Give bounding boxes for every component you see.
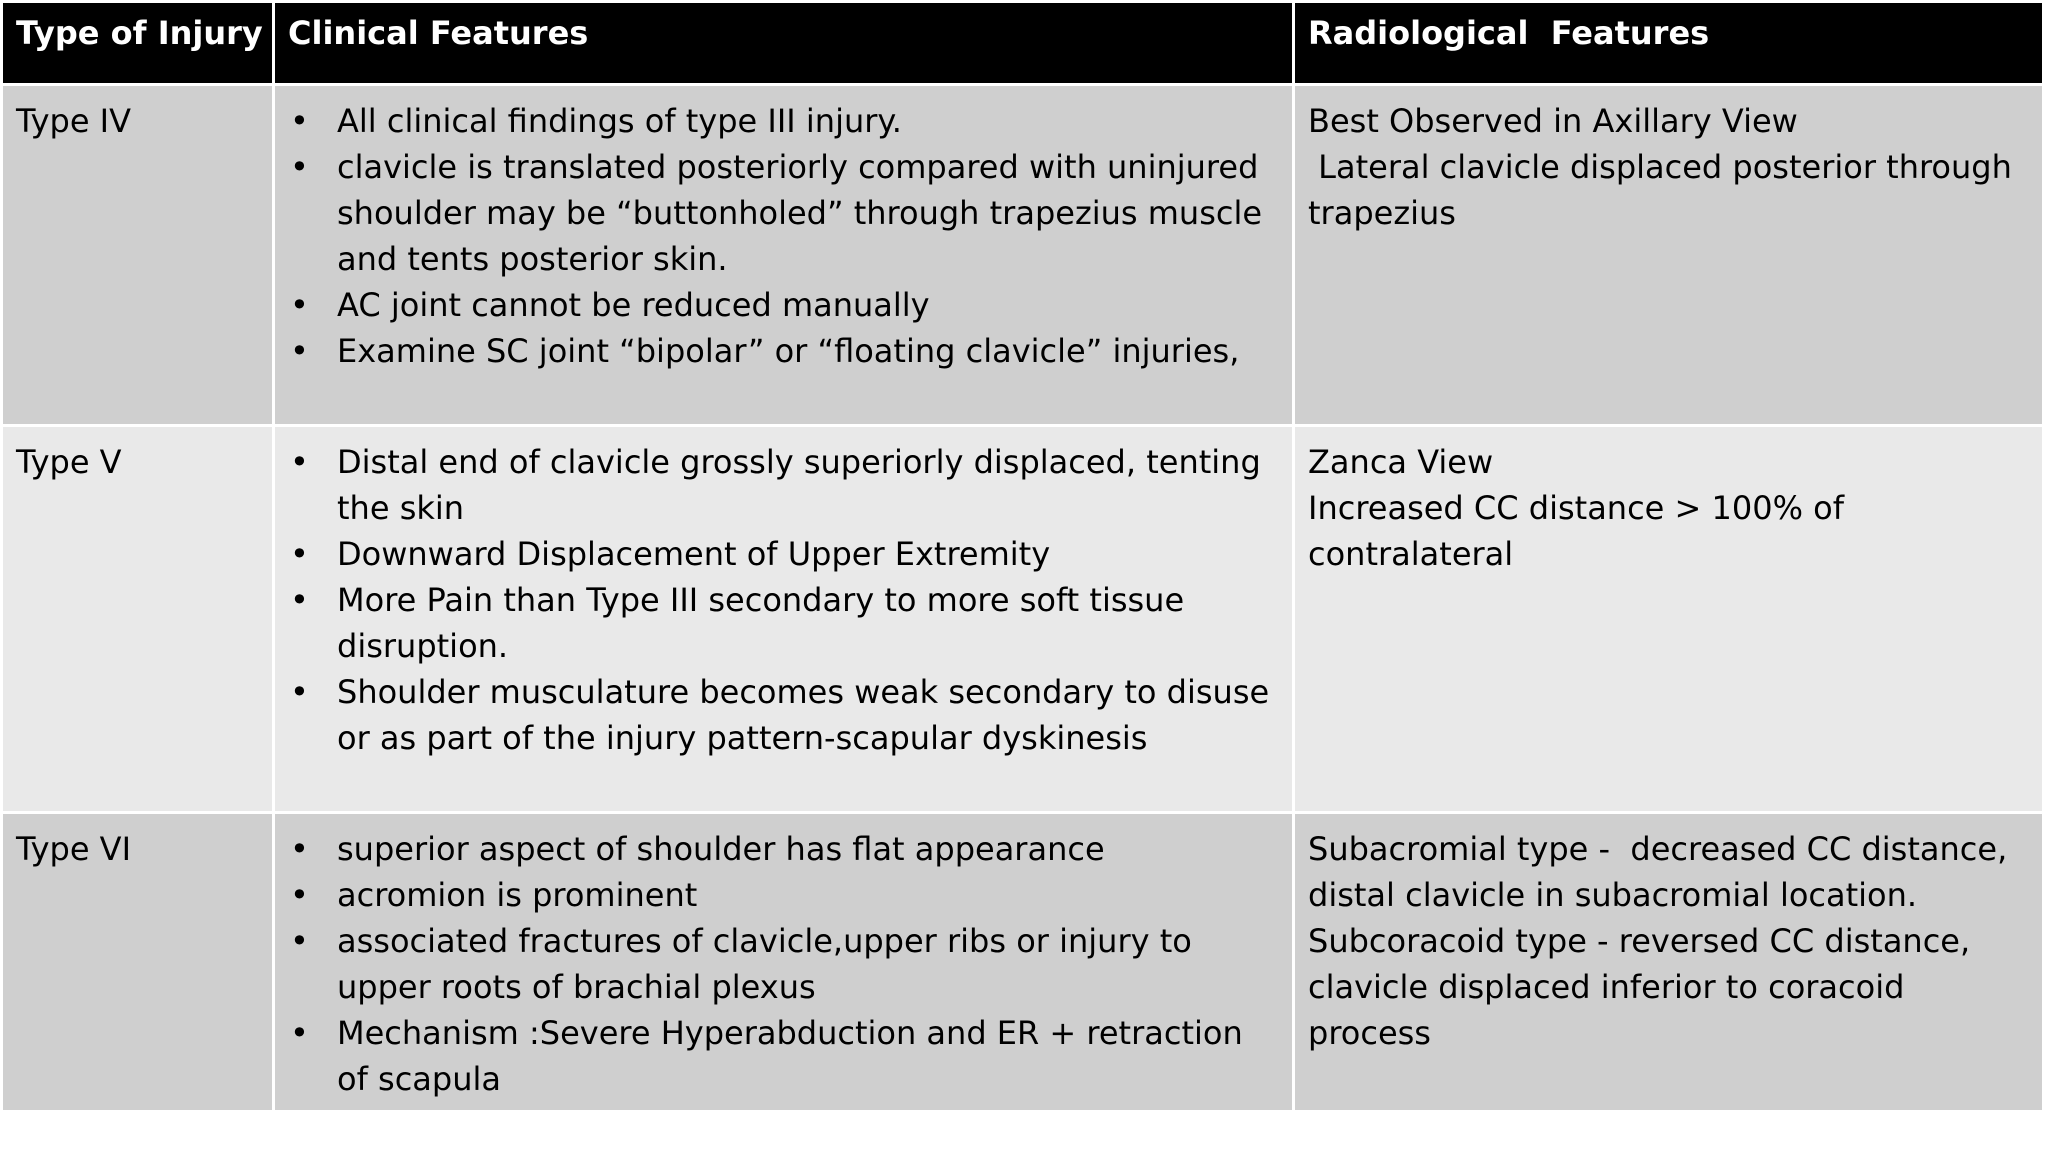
- table-row-type-v: [2, 426, 2044, 813]
- header-type-of-injury: Type of Injury: [2, 2, 274, 85]
- clinical-bullet-item: • superior aspect of shoulder has flat appearance: [288, 826, 1279, 872]
- header-clinical-features: Clinical Features: [274, 2, 1294, 85]
- radiological-features-cell: [1294, 813, 2044, 1112]
- table-row-type-vi: [2, 813, 2044, 1112]
- radiological-line: Zanca View: [1308, 443, 1494, 481]
- clinical-bullet-item: • AC joint cannot be reduced manually: [288, 282, 1279, 328]
- table-header-row: [2, 2, 2044, 85]
- clinical-bullet-item: • Mechanism :Severe Hyperabduction and ER + retraction of scapula: [288, 1010, 1279, 1102]
- clinical-bullet-item: • Shoulder musculature becomes weak secondary to disuse or as part of the injury pattern-scapular dyskinesis: [288, 669, 1279, 761]
- radiological-line: Lateral clavicle displaced posterior through trapezius: [1308, 148, 2023, 232]
- clinical-features-cell: [274, 85, 1294, 426]
- injury-type-cell: Type VI: [2, 813, 274, 1112]
- clinical-bullet-item: • Downward Displacement of Upper Extremity: [288, 531, 1279, 577]
- radiological-line: Increased CC distance > 100% of contralateral: [1308, 489, 1855, 573]
- clinical-bullet-list: [288, 826, 1279, 1102]
- radiological-line: Best Observed in Axillary View: [1308, 102, 1798, 140]
- clinical-bullet-item: • More Pain than Type III secondary to more soft tissue disruption.: [288, 577, 1279, 669]
- injury-type-cell: Type V: [2, 426, 274, 813]
- radiological-line: Subacromial type - decreased CC distance, distal clavicle in subacromial location.: [1308, 830, 2018, 914]
- radiological-line: Subcoracoid type - reversed CC distance, clavicle displaced inferior to coracoid process: [1308, 922, 1981, 1052]
- radiological-features-cell: [1294, 85, 2044, 426]
- clinical-bullet-list: [288, 439, 1279, 761]
- clinical-bullet-item: • clavicle is translated posteriorly compared with uninjured shoulder may be “buttonholed” through trapezius muscle and tents posterior skin.: [288, 144, 1279, 282]
- header-radiological-features: Radiological Features: [1294, 2, 2044, 85]
- clinical-bullet-item: • acromion is prominent: [288, 872, 1279, 918]
- injury-type-cell: Type IV: [2, 85, 274, 426]
- clinical-bullet-item: • Distal end of clavicle grossly superiorly displaced, tenting the skin: [288, 439, 1279, 531]
- clinical-features-cell: [274, 813, 1294, 1112]
- radiological-features-cell: [1294, 426, 2044, 813]
- table-row-type-iv: [2, 85, 2044, 426]
- clinical-bullet-list: [288, 98, 1279, 374]
- clinical-bullet-item: • associated fractures of clavicle,upper ribs or injury to upper roots of brachial plexus: [288, 918, 1279, 1010]
- clinical-bullet-item: • All clinical findings of type III injury.: [288, 98, 1279, 144]
- clinical-features-cell: [274, 426, 1294, 813]
- clinical-bullet-item: • Examine SC joint “bipolar” or “floating clavicle” injuries,: [288, 328, 1279, 374]
